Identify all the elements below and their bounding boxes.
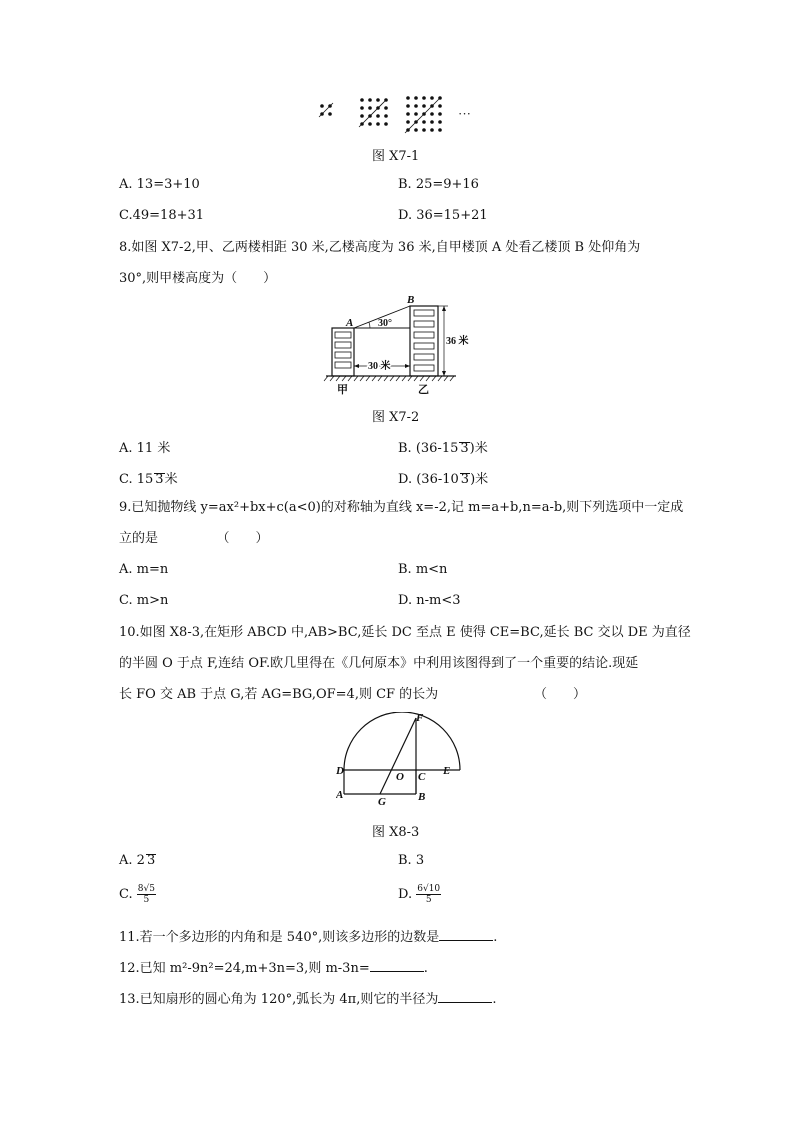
q8-option-c-suffix: 米 <box>164 472 178 487</box>
figure-x7-1-caption: 图 X7-1 <box>372 149 420 164</box>
q9-option-a: A. m=n <box>119 562 169 577</box>
q10-answer-paren: （ ） <box>534 687 587 702</box>
fig-point-d: D <box>336 765 344 777</box>
q7-option-b: B. 25=9+16 <box>398 177 479 192</box>
fig-label-distance: 30 米 <box>368 361 391 372</box>
q12-answer-blank[interactable] <box>370 959 424 972</box>
q8-option-b <box>398 437 488 456</box>
q10-option-d <box>398 884 441 905</box>
q10-option-d-prefix: D. <box>398 887 413 902</box>
q8-option-b-prefix: B. (36-15 <box>398 441 459 456</box>
q13-text: 13.已知扇形的圆心角为 120°,弧长为 4π,则它的半径为 <box>119 992 439 1007</box>
q11-answer-blank[interactable] <box>439 928 493 941</box>
figure-x7-1 <box>310 94 490 136</box>
figure-x8-3 <box>336 712 466 808</box>
q8-option-d-radical: 3 <box>460 472 470 487</box>
q10-option-a-radical: 3 <box>146 853 156 868</box>
fig-point-b: B <box>418 791 426 803</box>
q11-end: . <box>493 930 498 945</box>
q8-option-d-suffix: )米 <box>470 472 489 487</box>
fig-point-o: O <box>396 771 404 783</box>
q10-stem-line2: 的半圆 O 于点 F,连结 OF.欧几里得在《几何原本》中利用该图得到了一个重要的结论.现延 <box>119 656 639 671</box>
q10-stem-line3: 长 FO 交 AB 于点 G,若 AG=BG,OF=4,则 CF 的长为 <box>119 687 439 702</box>
q10-stem-line1: 10.如图 X8-3,在矩形 ABCD 中,AB>BC,延长 DC 至点 E 使得 CE=BC,延长 BC 交以 DE 为直径 <box>119 625 691 640</box>
q8-option-a: A. 11 米 <box>119 441 171 456</box>
figure-x7-2-caption: 图 X7-2 <box>372 410 420 425</box>
q7-option-a: A. 13=3+10 <box>119 177 200 192</box>
q9-option-d: D. n-m<3 <box>398 593 461 608</box>
fig-label-angle: 30° <box>378 318 392 329</box>
q7-option-d: D. 36=15+21 <box>398 208 488 223</box>
q11-text: 11.若一个多边形的内角和是 540°,则该多边形的边数是 <box>119 930 440 945</box>
figure-x8-3-caption: 图 X8-3 <box>372 825 420 840</box>
q8-option-d-prefix: D. (36-10 <box>398 472 459 487</box>
q10-option-c <box>119 884 156 905</box>
fig-label-a: A <box>346 317 354 329</box>
fraction-numerator: 8√5 <box>137 884 155 894</box>
figure-ellipsis: ··· <box>458 106 471 121</box>
fig-label-b: B <box>407 294 415 306</box>
q8-option-d <box>398 468 488 487</box>
q12-text: 12.已知 m²-9n²=24,m+3n=3,则 m-3n= <box>119 961 370 976</box>
q9-stem-line1: 9.已知抛物线 y=ax²+bx+c(a<0)的对称轴为直线 x=-2,记 m=a+b,n=a-b,则下列选项中一定成 <box>119 500 684 515</box>
q10-option-c-fraction <box>137 884 156 905</box>
q8-stem-line1: 8.如图 X7-2,甲、乙两楼相距 30 米,乙楼高度为 36 米,自甲楼顶 A 处看乙楼顶 B 处仰角为 <box>119 240 641 255</box>
q13 <box>119 990 496 1009</box>
fraction-denominator: 5 <box>425 895 432 905</box>
fig-point-c: C <box>418 771 426 783</box>
q7-option-c: C.49=18+31 <box>119 208 205 223</box>
q10-option-a-prefix: A. 2 <box>119 853 145 868</box>
fig-label-building2: 乙 <box>418 384 429 396</box>
fig-label-building1: 甲 <box>337 384 348 396</box>
q11 <box>119 928 497 947</box>
q9-option-c: C. m>n <box>119 593 169 608</box>
q8-option-b-radical: 3 <box>460 441 469 456</box>
q10-option-b: B. 3 <box>398 853 425 868</box>
q12 <box>119 959 428 978</box>
fraction-numerator: 6√10 <box>417 884 441 894</box>
q9-stem-line2: 立的是 （ ） <box>119 531 269 546</box>
q10-option-d-fraction <box>416 884 441 905</box>
q8-option-b-suffix: )米 <box>469 441 488 456</box>
q12-end: . <box>423 961 428 976</box>
q8-stem-line2: 30°,则甲楼高度为（ ） <box>119 271 277 286</box>
fig-point-a: A <box>336 789 344 801</box>
fig-label-height: 36 米 <box>446 336 469 347</box>
q13-end: . <box>492 992 497 1007</box>
fig-point-g: G <box>378 796 386 808</box>
fig-point-f: F <box>416 712 424 724</box>
q9-option-b: B. m<n <box>398 562 448 577</box>
fig-point-e: E <box>443 765 451 777</box>
figure-x7-2 <box>320 292 480 400</box>
fraction-denominator: 5 <box>143 895 150 905</box>
q10-option-c-prefix: C. <box>119 887 133 902</box>
q10-option-a <box>119 853 156 868</box>
q8-option-c-radical: 3 <box>155 472 164 487</box>
q13-answer-blank[interactable] <box>438 990 492 1003</box>
q8-option-c-prefix: C. 15 <box>119 472 154 487</box>
q8-option-c <box>119 468 178 487</box>
